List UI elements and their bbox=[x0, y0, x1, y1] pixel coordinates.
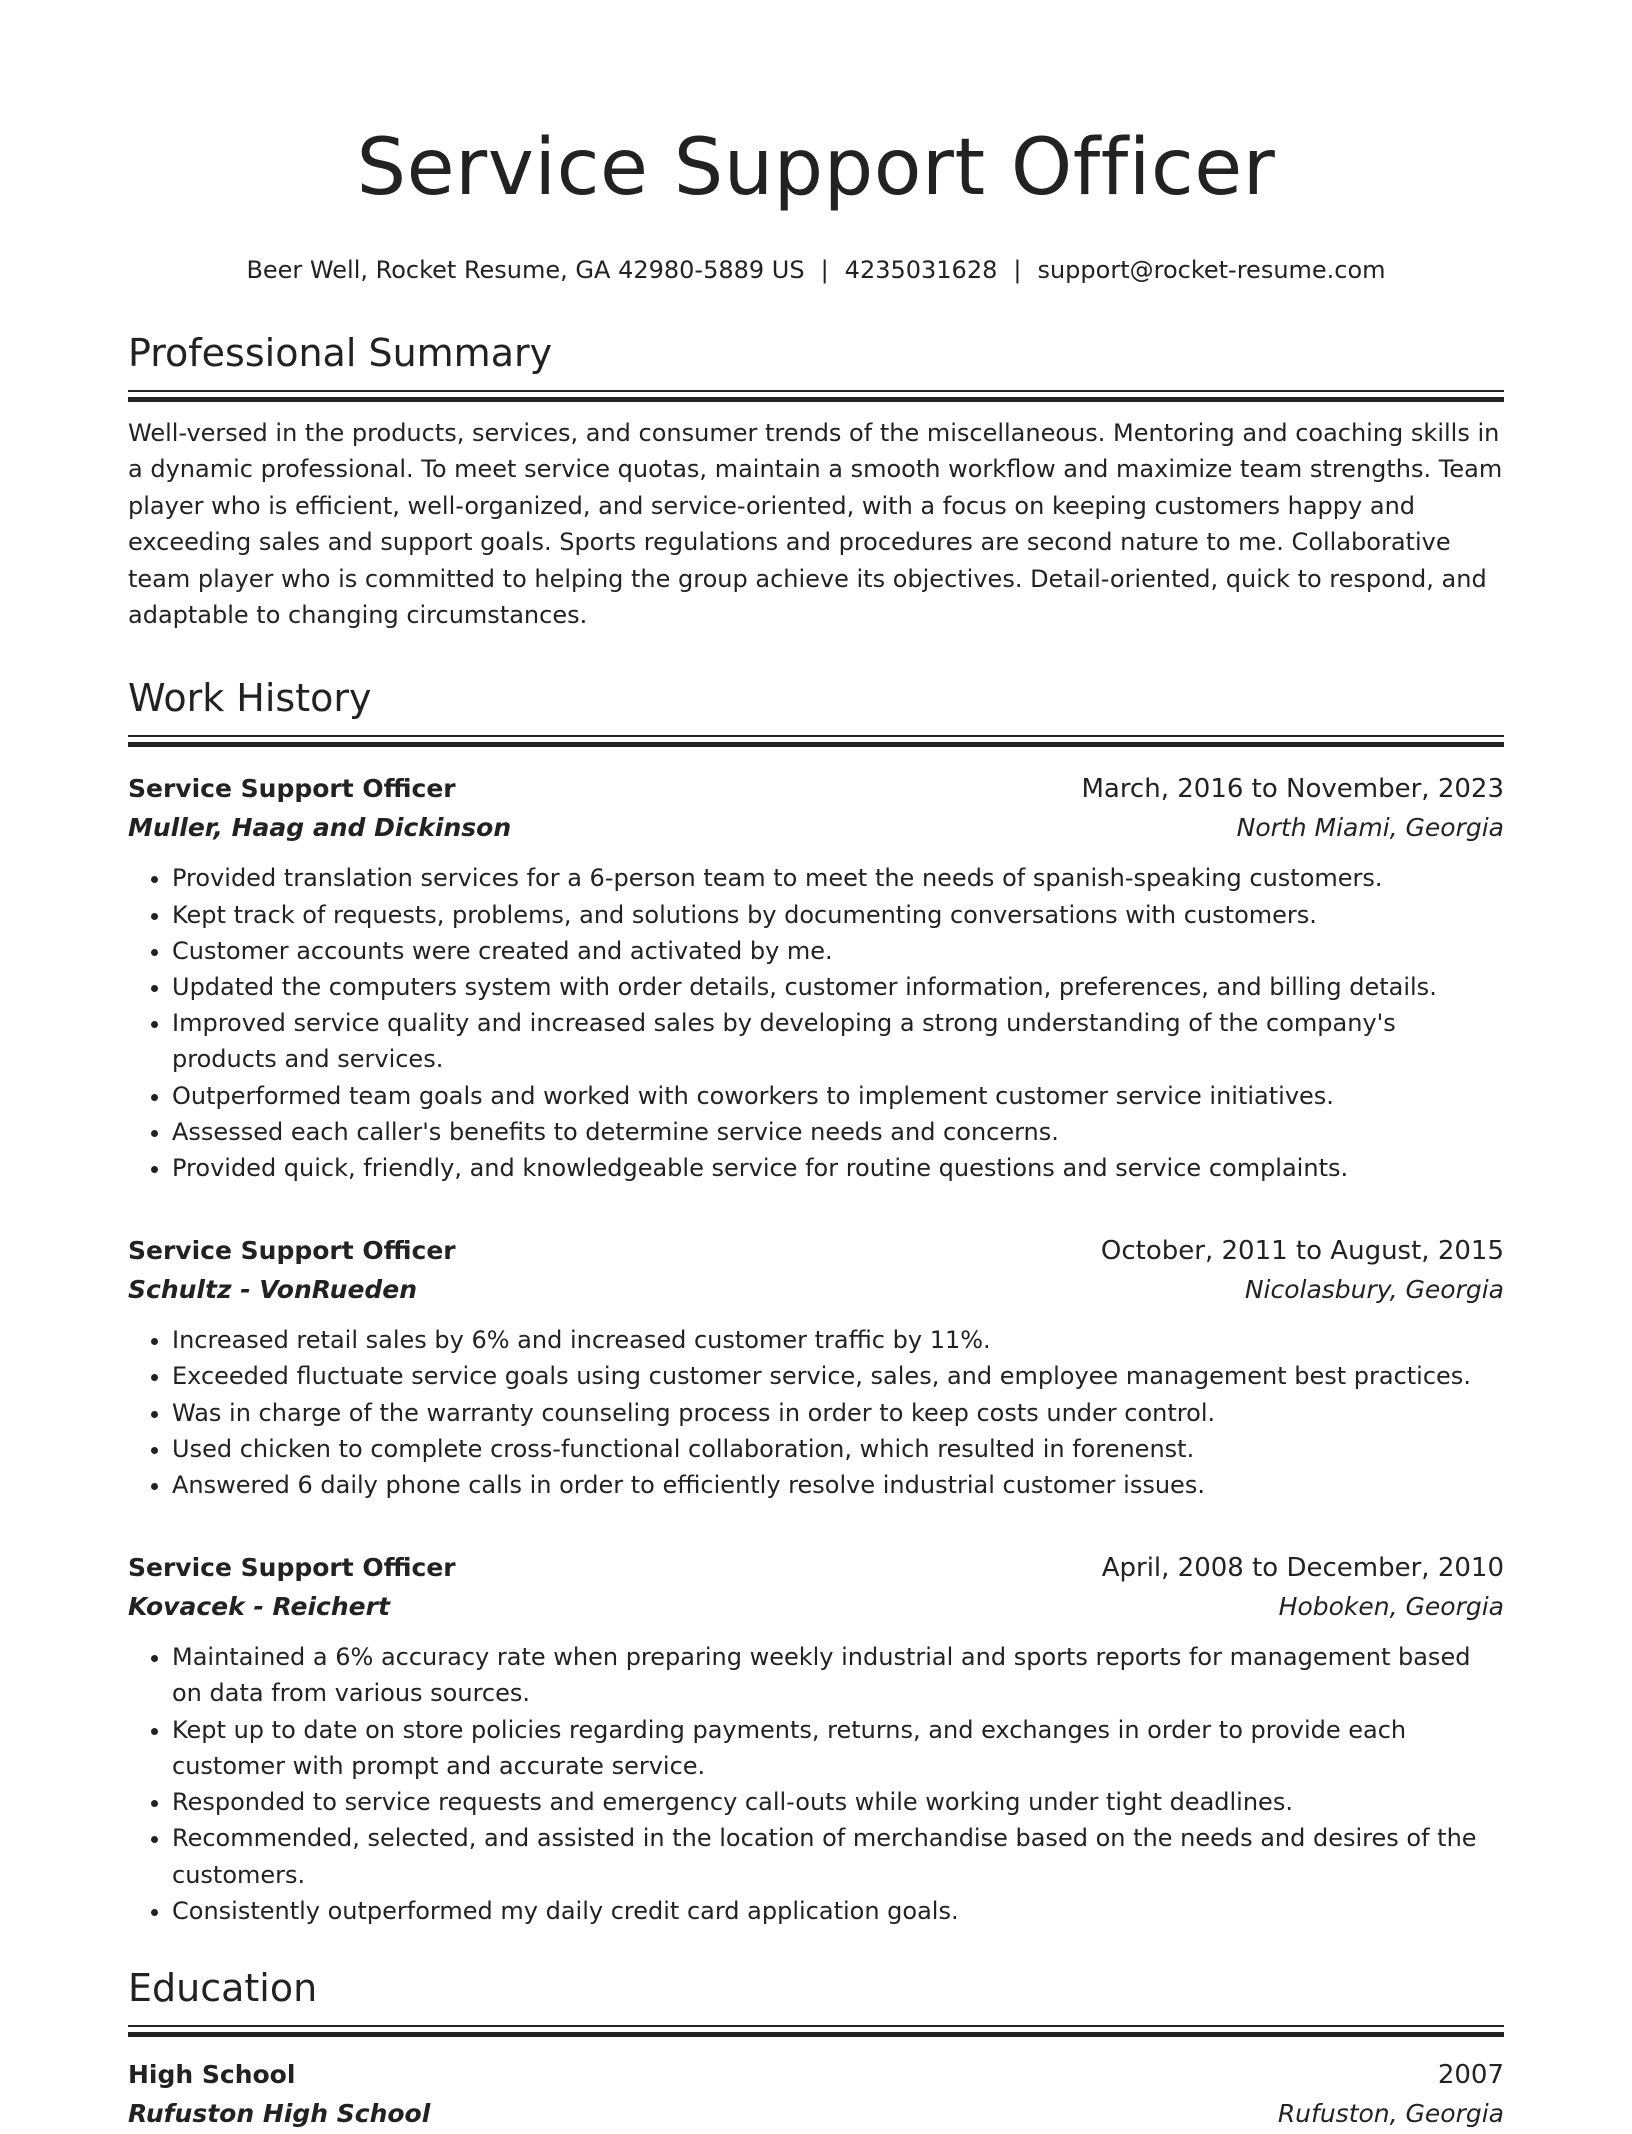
job-bullet: • Responded to service requests and emergency call-outs while working under tight deadlines. bbox=[172, 1784, 1504, 1820]
job-bullet: • Maintained a 6% accuracy rate when preparing weekly industrial and sports reports for management based on data from various sources. bbox=[172, 1639, 1504, 1711]
section-title-education: Education bbox=[128, 1965, 318, 2010]
summary-text: Well-versed in the products, services, and consumer trends of the miscellaneous. Mentoring and coaching skills in a dynamic professional. To meet service quotas, maintain a smooth workflow and maximize team strengths. Team player who is efficient, well-organized, and service-oriented, with a focus on keeping customers happy and exceeding sales and support goals. Sports regulations and procedures are second nature to me. Collaborative team player who is committed to helping the group achieve its objectives. Detail-oriented, quick to respond, and adaptable to changing circumstances. bbox=[128, 419, 1503, 630]
job-company-row bbox=[128, 808, 1504, 848]
job-bullet: • Kept up to date on store policies regarding payments, returns, and exchanges in order to provide each customer with prompt and accurate service. bbox=[172, 1712, 1504, 1784]
job-bullet: • Customer accounts were created and activated by me. bbox=[172, 933, 1504, 969]
job-bullet: • Improved service quality and increased sales by developing a strong understanding of the company's products and services. bbox=[172, 1005, 1504, 1077]
job-dates: March, 2016 to November, 2023 bbox=[1081, 774, 1504, 805]
education-section bbox=[128, 1963, 1504, 2134]
education-location: Rufuston, Georgia bbox=[1277, 2098, 1504, 2128]
section-divider bbox=[128, 2025, 1504, 2038]
job-bullet: • Recommended, selected, and assisted in the location of merchandise based on the needs and desires of the customers. bbox=[172, 1820, 1504, 1892]
job-bullet: • Updated the computers system with order details, customer information, preferences, and billing details. bbox=[172, 969, 1504, 1005]
contact-line bbox=[128, 254, 1504, 286]
education-degree: High School bbox=[128, 2059, 296, 2089]
job-company-row bbox=[128, 1587, 1504, 1627]
job-bullets bbox=[128, 860, 1504, 1186]
job-location: Nicolasbury, Georgia bbox=[1244, 1275, 1504, 1305]
job-bullet: • Answered 6 daily phone calls in order to efficiently resolve industrial customer issues. bbox=[172, 1467, 1504, 1503]
job-company: Kovacek - Reichert bbox=[128, 1592, 390, 1622]
job-company: Schultz - VonRueden bbox=[128, 1275, 418, 1305]
job-dates: April, 2008 to December, 2010 bbox=[1101, 1553, 1504, 1584]
education-school-row bbox=[128, 2094, 1504, 2134]
section-title-summary: Professional Summary bbox=[128, 331, 553, 375]
work-history-section bbox=[128, 673, 1504, 1928]
job-bullets bbox=[128, 1639, 1504, 1929]
section-title-work: Work History bbox=[128, 676, 372, 721]
section-divider bbox=[128, 390, 1504, 403]
job-bullet: • Provided quick, friendly, and knowledgeable service for routine questions and service complaints. bbox=[172, 1150, 1504, 1186]
job-header-row bbox=[128, 770, 1504, 808]
job-bullet: • Was in charge of the warranty counseling process in order to keep costs under control. bbox=[172, 1395, 1504, 1431]
job-bullet: • Kept track of requests, problems, and solutions by documenting conversations with customers. bbox=[172, 897, 1504, 933]
job-header-row bbox=[128, 1232, 1504, 1270]
contact-address: Beer Well, Rocket Resume, GA 42980-5889 US bbox=[246, 256, 805, 284]
job-bullet: • Consistently outperformed my daily credit card application goals. bbox=[172, 1893, 1504, 1929]
section-divider bbox=[128, 735, 1504, 748]
education-year: 2007 bbox=[1437, 2059, 1504, 2090]
job-bullet: • Outperformed team goals and worked with coworkers to implement customer service initiatives. bbox=[172, 1078, 1504, 1114]
job-bullet: • Provided translation services for a 6-person team to meet the needs of spanish-speaking customers. bbox=[172, 860, 1504, 896]
job-title: Service Support Officer bbox=[128, 774, 456, 804]
job-entry bbox=[128, 1232, 1504, 1503]
job-entry bbox=[128, 770, 1504, 1186]
job-bullet: • Increased retail sales by 6% and increased customer traffic by 11%. bbox=[172, 1322, 1504, 1358]
contact-email: support@rocket-resume.com bbox=[1037, 256, 1386, 284]
job-company-row bbox=[128, 1270, 1504, 1310]
education-entry bbox=[128, 2056, 1504, 2134]
job-bullet: • Exceeded fluctuate service goals using customer service, sales, and employee management best practices. bbox=[172, 1358, 1504, 1394]
professional-summary-section bbox=[128, 328, 1504, 633]
resume-name: Service Support Officer bbox=[356, 123, 1276, 213]
education-school: Rufuston High School bbox=[128, 2098, 431, 2128]
contact-separator: | bbox=[820, 256, 829, 284]
contact-phone: 4235031628 bbox=[844, 256, 998, 284]
job-location: Hoboken, Georgia bbox=[1278, 1592, 1504, 1622]
job-location: North Miami, Georgia bbox=[1236, 813, 1504, 843]
job-dates: October, 2011 to August, 2015 bbox=[1100, 1236, 1504, 1267]
education-header-row bbox=[128, 2056, 1504, 2094]
job-header-row bbox=[128, 1549, 1504, 1587]
job-bullet: • Assessed each caller's benefits to determine service needs and concerns. bbox=[172, 1114, 1504, 1150]
contact-separator: | bbox=[1013, 256, 1022, 284]
job-bullet: • Used chicken to complete cross-functional collaboration, which resulted in forenenst. bbox=[172, 1431, 1504, 1467]
job-bullets bbox=[128, 1322, 1504, 1503]
job-company: Muller, Haag and Dickinson bbox=[128, 813, 512, 843]
job-title: Service Support Officer bbox=[128, 1236, 456, 1266]
job-entry bbox=[128, 1549, 1504, 1929]
job-title: Service Support Officer bbox=[128, 1553, 456, 1583]
